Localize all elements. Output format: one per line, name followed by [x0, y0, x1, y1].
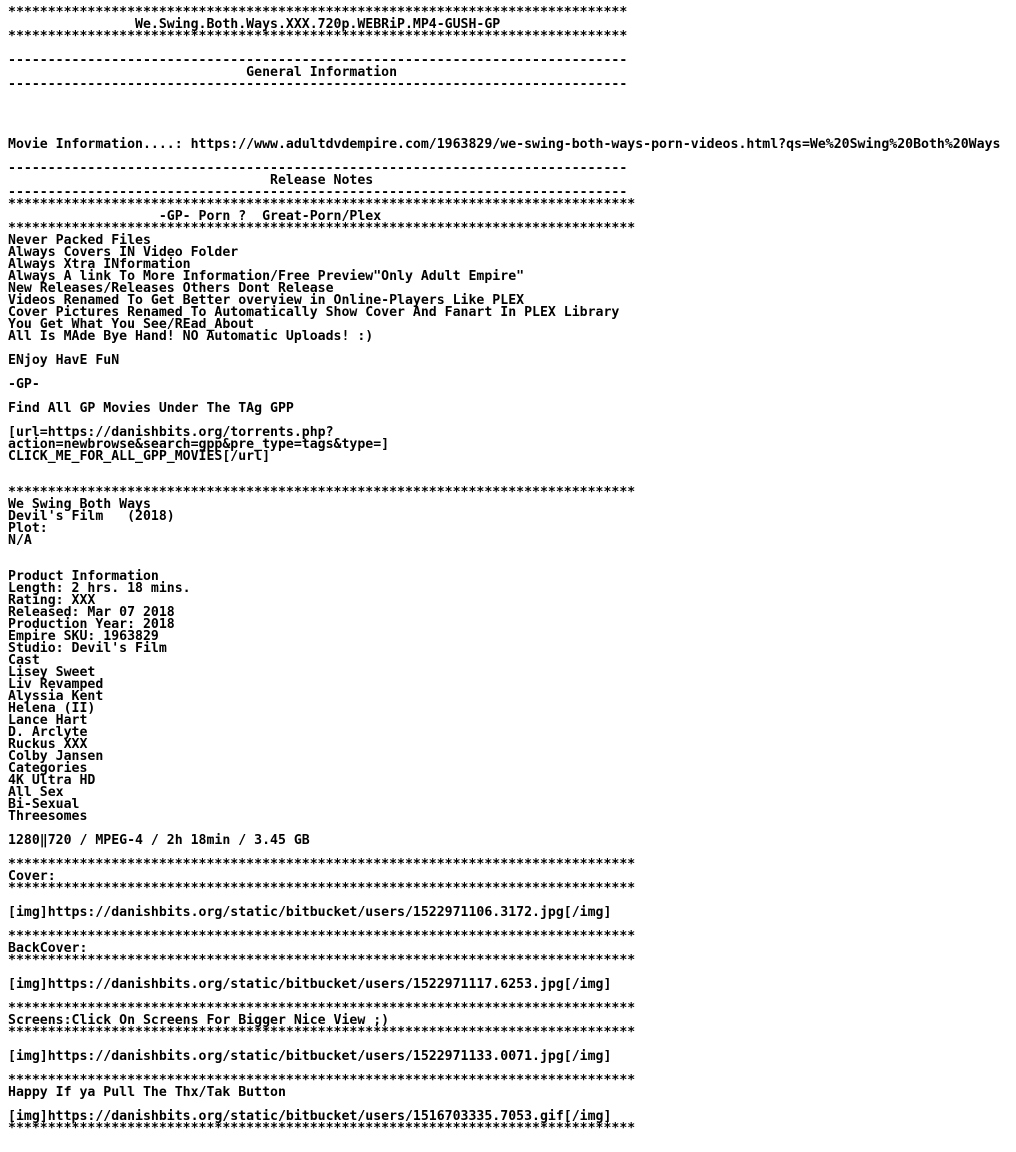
nfo-line: Helena (II)	[8, 701, 96, 716]
nfo-line: 1280‖720 / MPEG-4 / 2h 18min / 3.45 GB	[8, 833, 310, 848]
nfo-line: -GP- Porn ? Great-Porn/Plex	[8, 209, 382, 224]
nfo-line: Released: Mar 07 2018	[8, 605, 175, 620]
nfo-line: D. Arclyte	[8, 725, 88, 740]
nfo-line: Categories	[8, 761, 88, 776]
nfo-line: *******************************************************************************	[8, 881, 636, 896]
nfo-line: Always A link To More Information/Free Preview"Only Adult Empire"	[8, 269, 525, 284]
nfo-line: All Sex	[8, 785, 64, 800]
nfo-line: Devil's Film (2018)	[8, 509, 175, 524]
nfo-line: Rating: XXX	[8, 593, 96, 608]
nfo-line: Length: 2 hrs. 18 mins.	[8, 581, 191, 596]
nfo-line: [img]https://danishbits.org/static/bitbucket/users/1516703335.7053.gif[/img]	[8, 1109, 612, 1124]
nfo-line: Always Covers IN Video Folder	[8, 245, 239, 260]
nfo-line: Happy If ya Pull The Thx/Tak Button	[8, 1085, 286, 1100]
nfo-line: You Get What You See/REad_About	[8, 317, 255, 332]
nfo-line: 4K Ultra HD	[8, 773, 96, 788]
nfo-line	[8, 115, 1008, 127]
nfo-line: ------------------------------------------------------------------------------	[8, 77, 628, 92]
nfo-line: *******************************************************************************	[8, 197, 636, 212]
nfo-line: Threesomes	[8, 809, 88, 824]
nfo-line: [img]https://danishbits.org/static/bitbucket/users/1522971133.0071.jpg[/img]	[8, 1049, 612, 1064]
nfo-line: We.Swing.Both.Ways.XXX.720p.WEBRiP.MP4-GUSH-GP	[8, 17, 501, 32]
nfo-line	[8, 463, 1008, 475]
nfo-line: ******************************************************************************	[8, 29, 628, 44]
nfo-line: Colby Jansen	[8, 749, 104, 764]
nfo-line: Bi-Sexual	[8, 797, 80, 812]
nfo-line: Videos Renamed To Get Better overview in Online-Players Like PLEX	[8, 293, 525, 308]
nfo-line: ------------------------------------------------------------------------------	[8, 161, 628, 176]
nfo-line: Lisey Sweet	[8, 665, 96, 680]
nfo-line: Cover Pictures Renamed To Automatically Show Cover And Fanart In PLEX Library	[8, 305, 620, 320]
nfo-line: Liv Revamped	[8, 677, 104, 692]
nfo-line: [url=https://danishbits.org/torrents.php?	[8, 425, 334, 440]
nfo-line: *******************************************************************************	[8, 1001, 636, 1016]
nfo-line: *******************************************************************************	[8, 1073, 636, 1088]
nfo-line: Alyssia Kent	[8, 689, 104, 704]
nfo-line: Lance Hart	[8, 713, 88, 728]
nfo-line: Screens:Click On Screens For Bigger Nice View ;)	[8, 1013, 390, 1028]
nfo-line: Release Notes	[8, 173, 374, 188]
nfo-line: Find All GP Movies Under The TAg GPP	[8, 401, 294, 416]
nfo-line: [img]https://danishbits.org/static/bitbucket/users/1522971117.6253.jpg[/img]	[8, 977, 612, 992]
nfo-line: *******************************************************************************	[8, 1121, 636, 1136]
nfo-line: Cover:	[8, 869, 56, 884]
nfo-line: action=newbrowse&search=gpp&pre_type=tags&type=]	[8, 437, 390, 452]
nfo-line: ENjoy HavE FuN	[8, 353, 120, 368]
nfo-line: *******************************************************************************	[8, 929, 636, 944]
nfo-line: Production Year: 2018	[8, 617, 175, 632]
nfo-line: *******************************************************************************	[8, 953, 636, 968]
nfo-line: *******************************************************************************	[8, 1025, 636, 1040]
nfo-line: We Swing Both Ways	[8, 497, 151, 512]
nfo-line: All Is MAde Bye Hand! NO Automatic Uploads! :)	[8, 329, 374, 344]
nfo-line: *******************************************************************************	[8, 485, 636, 500]
nfo-line: Movie Information....: https://www.adultdvdempire.com/1963829/we-swing-both-ways-porn-videos.html?qs=We%20Swing%20Both%20Ways	[8, 137, 1001, 152]
nfo-line	[8, 547, 1008, 559]
nfo-line: Ruckus XXX	[8, 737, 88, 752]
nfo-line: ------------------------------------------------------------------------------	[8, 53, 628, 68]
nfo-line: Always Xtra INformation	[8, 257, 191, 272]
nfo-line: CLICK_ME_FOR_ALL_GPP_MOVIES[/url]	[8, 449, 271, 464]
nfo-line: ------------------------------------------------------------------------------	[8, 185, 628, 200]
nfo-line: *******************************************************************************	[8, 221, 636, 236]
nfo-line: *******************************************************************************	[8, 857, 636, 872]
nfo-line: New Releases/Releases Others Dont Release	[8, 281, 334, 296]
nfo-line: General Information	[8, 65, 398, 80]
nfo-line: Cast	[8, 653, 40, 668]
nfo-line	[8, 343, 1008, 355]
nfo-line: Product Information	[8, 569, 159, 584]
nfo-line: [img]https://danishbits.org/static/bitbucket/users/1522971106.3172.jpg[/img]	[8, 905, 612, 920]
nfo-line	[8, 91, 1008, 103]
nfo-line: N/A	[8, 533, 32, 548]
nfo-line	[8, 367, 1008, 379]
nfo-line: Plot:	[8, 521, 48, 536]
nfo-line: Studio: Devil's Film	[8, 641, 167, 656]
nfo-line: Never Packed Files	[8, 233, 151, 248]
nfo-line	[8, 103, 1008, 115]
nfo-line: Empire SKU: 1963829	[8, 629, 159, 644]
nfo-line: ******************************************************************************	[8, 5, 628, 20]
nfo-line: -GP-	[8, 377, 40, 392]
nfo-line: BackCover:	[8, 941, 88, 956]
